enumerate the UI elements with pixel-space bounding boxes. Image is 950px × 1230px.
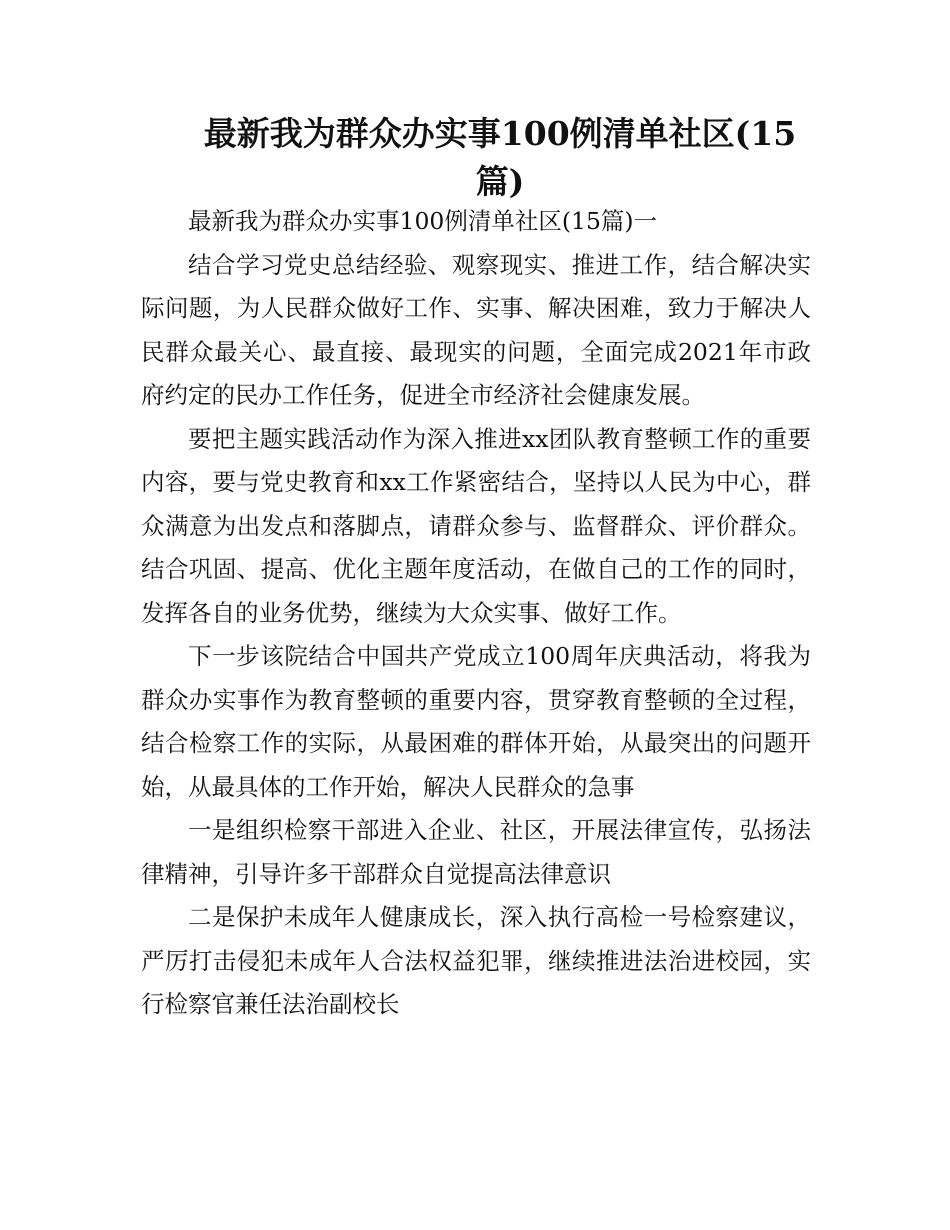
- paragraph: 下一步该院结合中国共产党成立100周年庆典活动，将我为群众办实事作为教育整顿的重要内容，贯穿教育整顿的全过程，结合检察工作的实际，从最困难的群体开始，从最突出的问题开始，从最具体的工作开始，解决人民群众的急事: [141, 642, 811, 801]
- title-line-2: 篇): [475, 162, 525, 201]
- paragraph: 二是保护未成年人健康成长，深入执行高检一号检察建议，严厉打击侵犯未成年人合法权益犯罪，继续推进法治进校园，实行检察官兼任法治副校长: [141, 903, 811, 1018]
- paragraph: 一是组织检察干部进入企业、社区，开展法律宣传，弘扬法律精神，引导许多干部群众自觉提高法律意识: [141, 816, 811, 888]
- paragraph-intro: 最新我为群众办实事100例清单社区(15篇)一: [188, 207, 658, 235]
- title-line-1: 最新我为群众办实事100例清单社区(15: [203, 114, 797, 153]
- paragraph: 结合学习党史总结经验、观察现实、推进工作，结合解决实际问题，为人民群众做好工作、实事、解决困难，致力于解决人民群众最关心、最直接、最现实的问题，全面完成2021年市政府约定的民办工作任务，促进全市经济社会健康发展。: [141, 250, 811, 409]
- document-title: [140, 110, 860, 206]
- document-body: [141, 200, 811, 1027]
- paragraph: 要把主题实践活动作为深入推进xx团队教育整顿工作的重要内容，要与党史教育和xx工作紧密结合，坚持以人民为中心，群众满意为出发点和落脚点，请群众参与、监督群众、评价群众。结合巩固、提高、优化主题年度活动，在做自己的工作的同时，发挥各自的业务优势，继续为大众实事、做好工作。: [141, 424, 811, 627]
